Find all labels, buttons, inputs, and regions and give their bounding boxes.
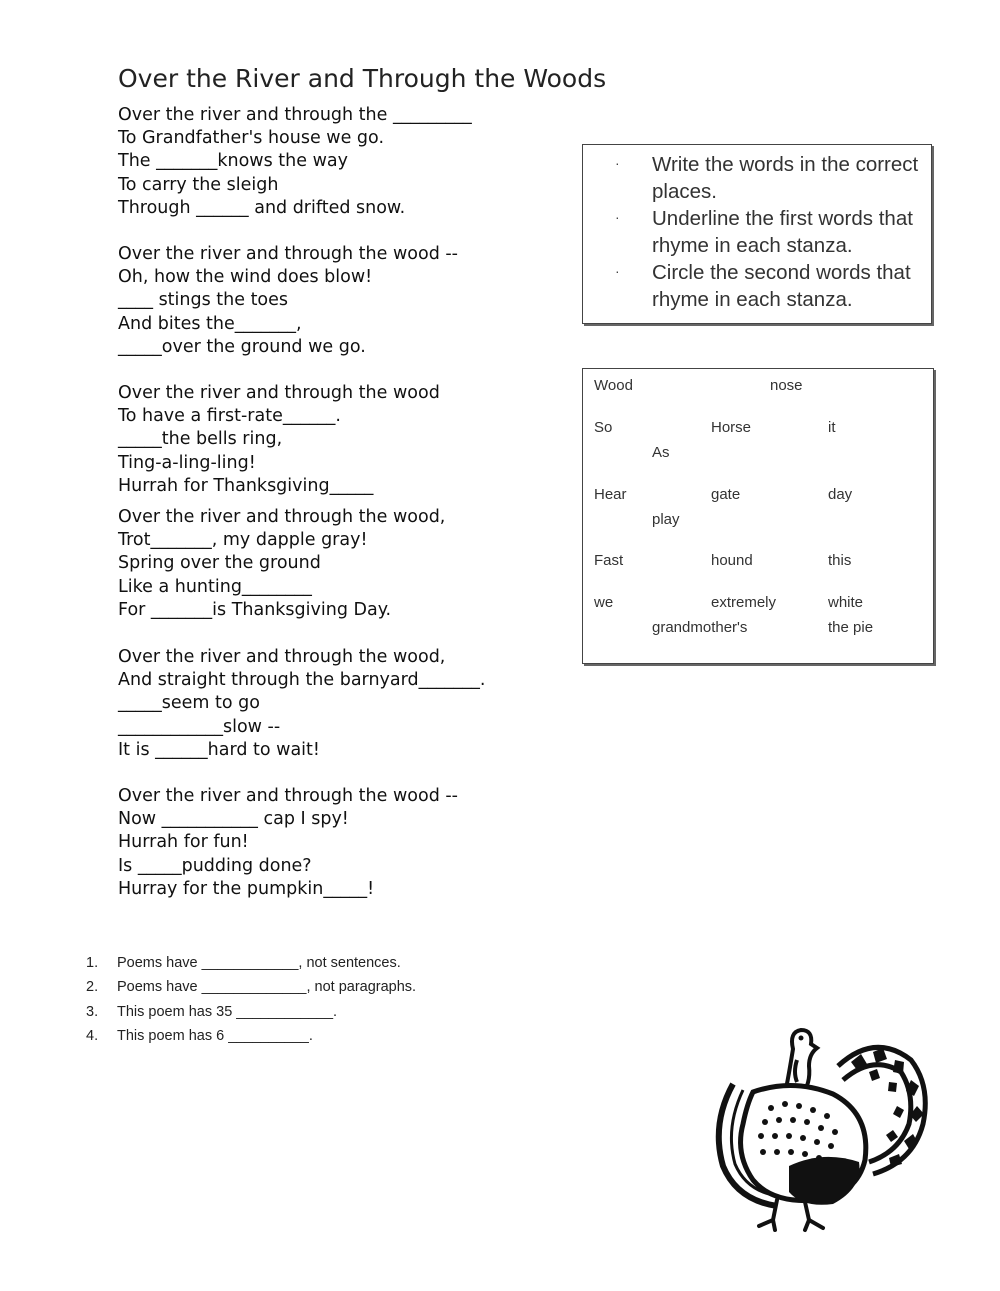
word-bank-item: the pie <box>828 619 874 636</box>
poem-line: And straight through the barnyard_______. <box>118 670 486 691</box>
poem-line: It is ______hard to wait! <box>118 739 320 760</box>
word-bank-item: hound <box>711 552 753 569</box>
word-bank-item: this <box>828 552 852 569</box>
poem-line: Over the river and through the wood -- <box>118 786 458 806</box>
word-bank-item: gate <box>711 486 741 503</box>
word-bank-item: extremely <box>711 594 777 611</box>
poem-line: Hurrah for fun! <box>118 832 249 853</box>
word-bank-item: play <box>652 511 680 528</box>
poem-line: ____________slow -- <box>118 716 281 737</box>
poem-line: Over the river and through the wood, <box>118 647 446 667</box>
poem-line: To Grandfather's house we go. <box>118 128 385 149</box>
word-bank-item: Horse <box>711 419 752 436</box>
instructions-box <box>582 144 932 324</box>
question-text: This poem has 35 ____________. <box>117 1003 338 1020</box>
poem-line: ____ stings the toes <box>118 290 289 311</box>
word-bank-item: grandmother's <box>652 619 748 636</box>
poem-line: Is _____pudding done? <box>118 855 312 876</box>
poem-line: Ting-a-ling-ling! <box>118 452 256 473</box>
question-text: Poems have ____________, not sentences. <box>117 955 401 971</box>
poem-line: Hurray for the pumpkin_____! <box>118 878 375 899</box>
bullet-icon: · <box>615 155 620 171</box>
poem-line: Now ___________ cap I spy! <box>118 809 349 830</box>
question-number: 3. <box>86 1003 99 1020</box>
word-bank-item: nose <box>770 377 803 394</box>
poem-line: Hurrah for Thanksgiving_____ <box>118 475 374 496</box>
question-number: 1. <box>86 955 99 971</box>
word-bank-item: white <box>828 594 864 611</box>
question-number: 4. <box>86 1027 99 1044</box>
instruction-text: Circle the second words that rhyme in each stanza. <box>652 261 911 311</box>
stanza-4 <box>118 506 558 646</box>
poem-line: Over the river and through the wood -- <box>118 244 458 264</box>
poem-line: _____the bells ring, <box>118 429 283 450</box>
word-bank-item: As <box>652 444 670 461</box>
stanza-6 <box>118 785 558 901</box>
poem-line: Spring over the ground <box>118 553 321 574</box>
poem-line: Over the river and through the wood <box>118 383 440 403</box>
instruction-text: Write the words in the correct places. <box>652 153 919 203</box>
question-number: 2. <box>86 979 99 996</box>
word-bank-item: Wood <box>594 377 633 394</box>
word-bank-item: Fast <box>594 552 624 569</box>
stanza-3 <box>118 382 558 506</box>
poem-line: _____seem to go <box>118 693 260 714</box>
poem <box>118 104 558 901</box>
poem-line: For _______is Thanksgiving Day. <box>118 599 392 620</box>
poem-line: To carry the sleigh <box>118 174 279 195</box>
poem-line: And bites the_______, <box>118 313 302 334</box>
word-bank <box>582 368 934 664</box>
worksheet-title: Over the River and Through the Woods <box>118 64 607 93</box>
word-bank-item: we <box>594 594 614 611</box>
poem-line: To have a first-rate______. <box>118 406 341 427</box>
instruction-text: Underline the first words that rhyme in each stanza. <box>652 207 913 257</box>
word-bank-item: So <box>594 419 613 436</box>
poem-line: Trot_______, my dapple gray! <box>118 530 368 551</box>
bullet-icon: · <box>615 263 620 279</box>
turkey-icon <box>693 1024 943 1234</box>
bullet-icon: · <box>615 209 620 225</box>
poem-line: Oh, how the wind does blow! <box>118 267 373 288</box>
stanza-2 <box>118 243 558 382</box>
poem-line: Like a hunting________ <box>118 576 312 597</box>
poem-line: Through ______ and drifted snow. <box>118 197 406 218</box>
word-bank-item: Hear <box>594 486 627 503</box>
word-bank-item: it <box>828 419 836 436</box>
poem-line: Over the river and through the _________ <box>118 105 472 125</box>
question-text: This poem has 6 __________. <box>117 1027 313 1044</box>
stanza-1 <box>118 104 558 243</box>
poem-line: The _______knows the way <box>118 151 348 172</box>
poem-line: _____over the ground we go. <box>118 336 366 357</box>
word-bank-item: day <box>828 486 853 503</box>
question-text: Poems have _____________, not paragraphs. <box>117 979 417 996</box>
poem-line: Over the river and through the wood, <box>118 507 446 527</box>
stanza-5 <box>118 646 558 785</box>
